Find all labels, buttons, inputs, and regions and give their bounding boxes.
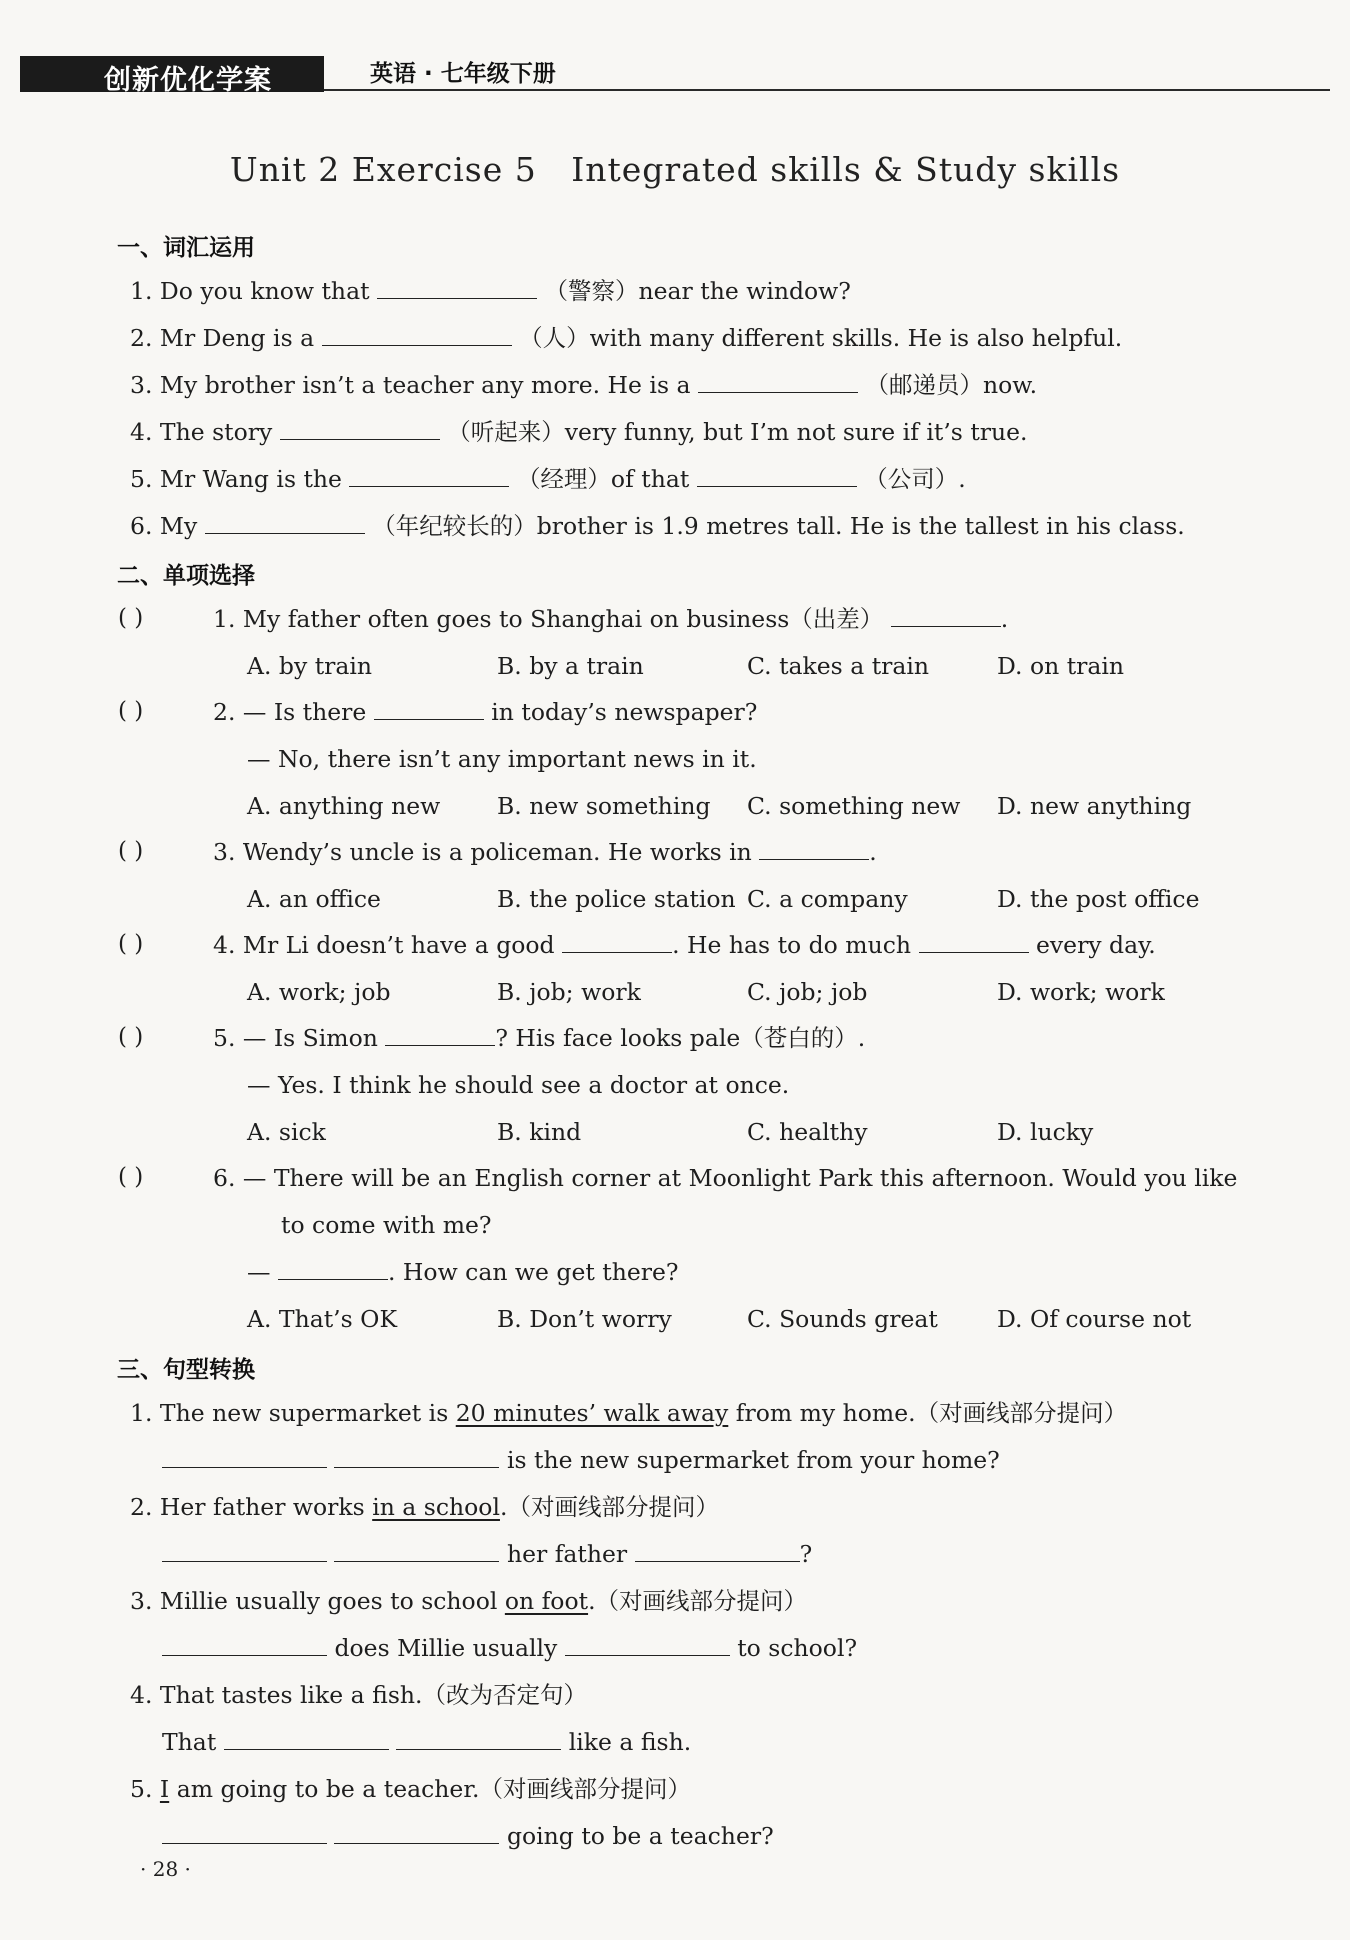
- answer-blank[interactable]: [322, 323, 512, 346]
- answer-bracket[interactable]: ( ): [118, 931, 144, 957]
- s3-question-2: [130, 1491, 719, 1523]
- question-text: from my home.（对画线部分提问）: [735, 1399, 1128, 1427]
- s1-question-5: [130, 463, 966, 495]
- question-text: 5. Mr Wang is the: [130, 465, 342, 493]
- question-text: （年纪较长的）brother is 1.9 metres tall. He is the tallest in his class.: [372, 512, 1185, 540]
- answer-text: to school?: [737, 1634, 858, 1662]
- s3-answer-1: [162, 1444, 1000, 1476]
- option-a[interactable]: A. by train: [247, 652, 373, 680]
- answer-blank[interactable]: [162, 1821, 327, 1844]
- question-text: 2. Her father works: [130, 1493, 365, 1521]
- answer-blank: [278, 1257, 388, 1280]
- option-c[interactable]: C. job; job: [747, 978, 868, 1006]
- s3-answer-5: [162, 1820, 774, 1852]
- option-a[interactable]: A. anything new: [247, 792, 441, 820]
- option-d[interactable]: D. Of course not: [997, 1305, 1192, 1333]
- subject-label: 英语 · 七年级下册: [370, 61, 556, 87]
- option-a[interactable]: A. work; job: [247, 978, 391, 1006]
- question-text: in today’s newspaper?: [491, 698, 758, 726]
- answer-blank[interactable]: [280, 417, 440, 440]
- question-text: 1. The new supermarket is: [130, 1399, 449, 1427]
- answer-blank[interactable]: [565, 1633, 730, 1656]
- question-text: （听起来）very funny, but I’m not sure if it’s true.: [447, 418, 1028, 446]
- answer-blank[interactable]: [162, 1445, 327, 1468]
- s3-answer-4: [162, 1726, 691, 1758]
- question-text: am going to be a teacher.（对画线部分提问）: [176, 1775, 691, 1803]
- s2-question-2: [213, 696, 757, 728]
- s2-question-4: [213, 929, 1156, 961]
- s3-question-3: [130, 1585, 807, 1617]
- underlined-text: 20 minutes’ walk away: [455, 1399, 729, 1427]
- answer-blank: [385, 1023, 495, 1046]
- s2-question-5: [213, 1022, 865, 1054]
- s1-question-6: [130, 510, 1185, 542]
- answer-blank: [374, 697, 484, 720]
- option-d[interactable]: D. work; work: [997, 978, 1165, 1006]
- option-b[interactable]: B. by a train: [497, 652, 644, 680]
- question-text: （公司）.: [864, 465, 966, 493]
- answer-blank[interactable]: [697, 464, 857, 487]
- answer-blank[interactable]: [162, 1633, 327, 1656]
- s3-question-4: 4. That tastes like a fish.（改为否定句）: [130, 1681, 587, 1709]
- s3-answer-2: [162, 1538, 812, 1570]
- answer-text: That: [162, 1728, 217, 1756]
- answer-blank: [759, 837, 869, 860]
- underlined-text: on foot: [504, 1587, 589, 1615]
- underlined-text: in a school: [372, 1493, 500, 1521]
- question-text: （邮递员）now.: [865, 371, 1038, 399]
- s1-question-1: [130, 275, 851, 307]
- answer-blank[interactable]: [334, 1445, 499, 1468]
- header-divider: [324, 89, 1330, 91]
- question-text: . How can we get there?: [387, 1258, 679, 1286]
- answer-blank[interactable]: [349, 464, 509, 487]
- s2-question-1: [213, 603, 1008, 635]
- s2-question-6-cont: to come with me?: [281, 1211, 492, 1239]
- page-number: · 28 ·: [140, 1857, 191, 1881]
- answer-blank[interactable]: [334, 1539, 499, 1562]
- brand-logo: 创新优化学案: [104, 65, 272, 96]
- answer-blank[interactable]: [224, 1727, 389, 1750]
- option-d[interactable]: D. lucky: [997, 1118, 1094, 1146]
- option-b[interactable]: B. job; work: [497, 978, 641, 1006]
- option-c[interactable]: C. takes a train: [747, 652, 930, 680]
- answer-text: her father: [506, 1540, 628, 1568]
- option-c[interactable]: C. a company: [747, 885, 908, 913]
- answer-blank[interactable]: [162, 1539, 327, 1562]
- question-text: 1. My father often goes to Shanghai on business（出差）: [213, 605, 884, 633]
- question-text: 3. Millie usually goes to school: [130, 1587, 498, 1615]
- answer-bracket[interactable]: ( ): [118, 1024, 144, 1050]
- option-a[interactable]: A. an office: [247, 885, 381, 913]
- s2-question-3: [213, 836, 877, 868]
- question-text: 2. — Is there: [213, 698, 367, 726]
- question-text: 5. — Is Simon: [213, 1024, 378, 1052]
- question-text: .（对画线部分提问）: [588, 1587, 808, 1615]
- underlined-text: I: [159, 1775, 170, 1803]
- option-d[interactable]: D. the post office: [997, 885, 1200, 913]
- answer-blank[interactable]: [698, 370, 858, 393]
- option-c[interactable]: C. Sounds great: [747, 1305, 938, 1333]
- option-b[interactable]: B. the police station: [497, 885, 736, 913]
- question-text: 3. Wendy’s uncle is a policeman. He works in: [213, 838, 752, 866]
- question-text: （人）with many different skills. He is also helpful.: [519, 324, 1123, 352]
- answer-blank: [919, 930, 1029, 953]
- s2-question-6-reply: [247, 1256, 679, 1288]
- question-text: 2. Mr Deng is a: [130, 324, 315, 352]
- question-text: ? His face looks pale（苍白的）.: [495, 1024, 866, 1052]
- answer-blank: [562, 930, 672, 953]
- question-text: every day.: [1035, 931, 1156, 959]
- answer-bracket[interactable]: ( ): [118, 1164, 144, 1190]
- question-text: 4. Mr Li doesn’t have a good: [213, 931, 555, 959]
- question-text: 1. Do you know that: [130, 277, 370, 305]
- answer-blank[interactable]: [205, 511, 365, 534]
- s1-question-2: [130, 322, 1122, 354]
- option-d[interactable]: D. new anything: [997, 792, 1192, 820]
- option-a[interactable]: A. sick: [247, 1118, 326, 1146]
- answer-blank[interactable]: [396, 1727, 561, 1750]
- option-a[interactable]: A. That’s OK: [247, 1305, 397, 1333]
- answer-blank[interactable]: [635, 1539, 800, 1562]
- answer-text: does Millie usually: [334, 1634, 558, 1662]
- answer-text: going to be a teacher?: [506, 1822, 774, 1850]
- question-text: （警察）near the window?: [544, 277, 851, 305]
- answer-blank[interactable]: [334, 1821, 499, 1844]
- option-c[interactable]: C. healthy: [747, 1118, 868, 1146]
- s2-question-2-reply: — No, there isn’t any important news in it.: [247, 745, 757, 773]
- question-text: . He has to do much: [672, 931, 912, 959]
- option-c[interactable]: C. something new: [747, 792, 961, 820]
- section-2-heading: 二、单项选择: [117, 563, 255, 589]
- section-1-heading: 一、词汇运用: [117, 235, 255, 261]
- answer-bracket[interactable]: ( ): [118, 605, 144, 631]
- answer-bracket[interactable]: ( ): [118, 838, 144, 864]
- option-d[interactable]: D. on train: [997, 652, 1125, 680]
- s3-question-1: [130, 1397, 1127, 1429]
- s1-question-3: [130, 369, 1037, 401]
- answer-blank[interactable]: [377, 276, 537, 299]
- page-title: Unit 2 Exercise 5 Integrated skills & Study skills: [229, 150, 1121, 189]
- answer-text: ?: [799, 1540, 813, 1568]
- s3-question-5: [130, 1773, 691, 1805]
- option-b[interactable]: B. Don’t worry: [497, 1305, 672, 1333]
- option-b[interactable]: B. kind: [497, 1118, 582, 1146]
- s2-question-6: 6. — There will be an English corner at Moonlight Park this afternoon. Would you like: [213, 1164, 1238, 1192]
- question-text: —: [247, 1258, 271, 1286]
- answer-text: is the new supermarket from your home?: [506, 1446, 1000, 1474]
- question-text: 3. My brother isn’t a teacher any more. He is a: [130, 371, 691, 399]
- question-text: .: [1000, 605, 1009, 633]
- question-text: （经理）of that: [516, 465, 690, 493]
- question-text: .: [869, 838, 877, 866]
- answer-bracket[interactable]: ( ): [118, 698, 144, 724]
- question-text: .（对画线部分提问）: [499, 1493, 719, 1521]
- answer-text: like a fish.: [568, 1728, 692, 1756]
- answer-blank: [891, 604, 1001, 627]
- s1-question-4: [130, 416, 1028, 448]
- question-text: 6. My: [130, 512, 198, 540]
- option-b[interactable]: B. new something: [497, 792, 711, 820]
- s3-answer-3: [162, 1632, 857, 1664]
- question-text: 4. The story: [130, 418, 273, 446]
- question-text: 5.: [130, 1775, 153, 1803]
- section-3-heading: 三、句型转换: [117, 1357, 255, 1383]
- s2-question-5-reply: — Yes. I think he should see a doctor at once.: [247, 1071, 790, 1099]
